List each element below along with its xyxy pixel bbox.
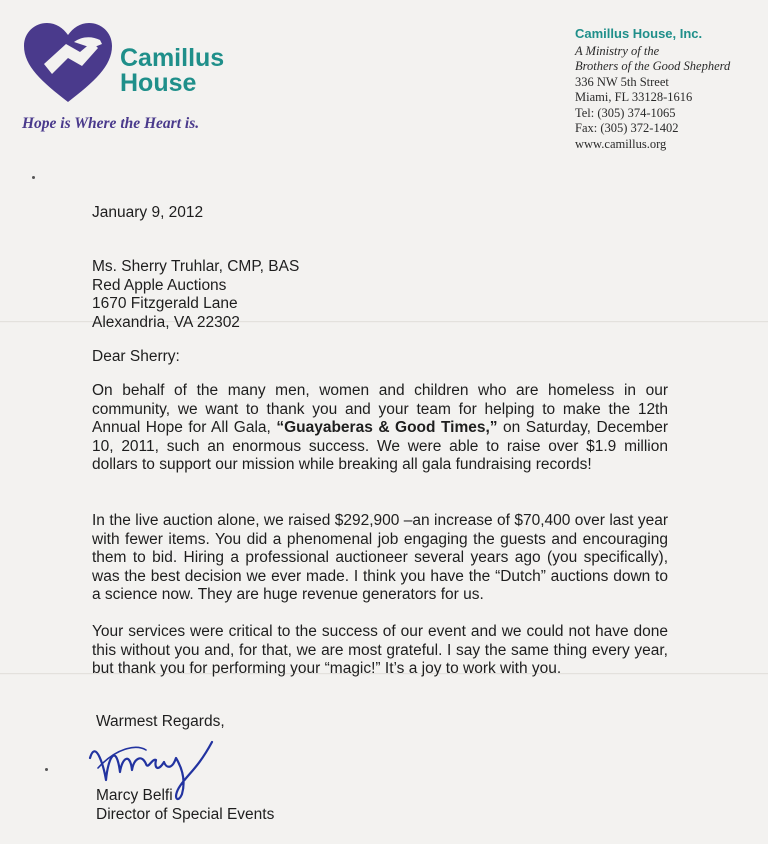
- salutation: Dear Sherry:: [92, 348, 180, 365]
- brand-line: Camillus: [120, 44, 225, 72]
- paper-speck: [32, 176, 35, 179]
- org-name: Camillus House, Inc.: [575, 26, 703, 41]
- org-street: 336 NW 5th Street: [575, 74, 669, 89]
- signature-block: [96, 787, 274, 824]
- recipient-address: [92, 258, 299, 332]
- brand-name: [120, 46, 224, 96]
- brand-line: House: [120, 69, 197, 97]
- closing: Warmest Regards,: [96, 713, 225, 730]
- org-line: Brothers of the Good Shepherd: [575, 59, 731, 73]
- recipient-line: Ms. Sherry Truhlar, CMP, BAS: [92, 258, 300, 275]
- recipient-line: Alexandria, VA 22302: [92, 313, 240, 331]
- org-address-block: [575, 26, 730, 152]
- org-web: www.camillus.org: [575, 136, 667, 151]
- paragraph-text: On behalf of the many men, women and children who are homeless in our community, we want to thank you and your team for helping to make the 12th Annual Hope for All Gala,: [92, 382, 668, 436]
- camillus-heart-logo: [22, 22, 114, 104]
- org-city: Miami, FL 33128-1616: [575, 90, 693, 104]
- body-paragraph-2: In the live auction alone, we raised $292,900 –an increase of $70,400 over last year with fewer items. You did a phenomenal job engaging the guests and encouraging them to bid. Hiring a professional auctioneer several years ago (you specifically), was the best decision we ever made. I think you have the “Dutch” auctions down to a science now. They are huge revenue generators for us.: [92, 512, 668, 603]
- gala-name: “Guayaberas & Good Times,”: [276, 419, 498, 436]
- paragraph-text: on Saturday, December 10, 2011, such an enormous success. We were able to raise over $1.9 million dollars to support our mission while breaking all gala fundraising records!: [92, 419, 668, 473]
- org-tel: Tel: (305) 374-1065: [575, 105, 676, 120]
- tagline: Hope is Where the Heart is.: [22, 115, 200, 132]
- org-line: A Ministry of the: [575, 43, 660, 58]
- signer-name: Marcy Belfi: [96, 787, 173, 804]
- body-paragraph-3: Your services were critical to the success of our event and we could not have done this without you and, for that, we are most grateful. I say the same thing every year, but thank you for performing your “magic!” It’s a joy to work with you.: [92, 623, 668, 677]
- letter-date: January 9, 2012: [92, 204, 204, 221]
- org-fax: Fax: (305) 372-1402: [575, 121, 679, 135]
- paper-speck: [45, 768, 48, 771]
- body-paragraph-1: [92, 382, 668, 475]
- recipient-line: 1670 Fitzgerald Lane: [92, 295, 238, 312]
- recipient-line: Red Apple Auctions: [92, 276, 227, 294]
- signer-title: Director of Special Events: [96, 805, 275, 823]
